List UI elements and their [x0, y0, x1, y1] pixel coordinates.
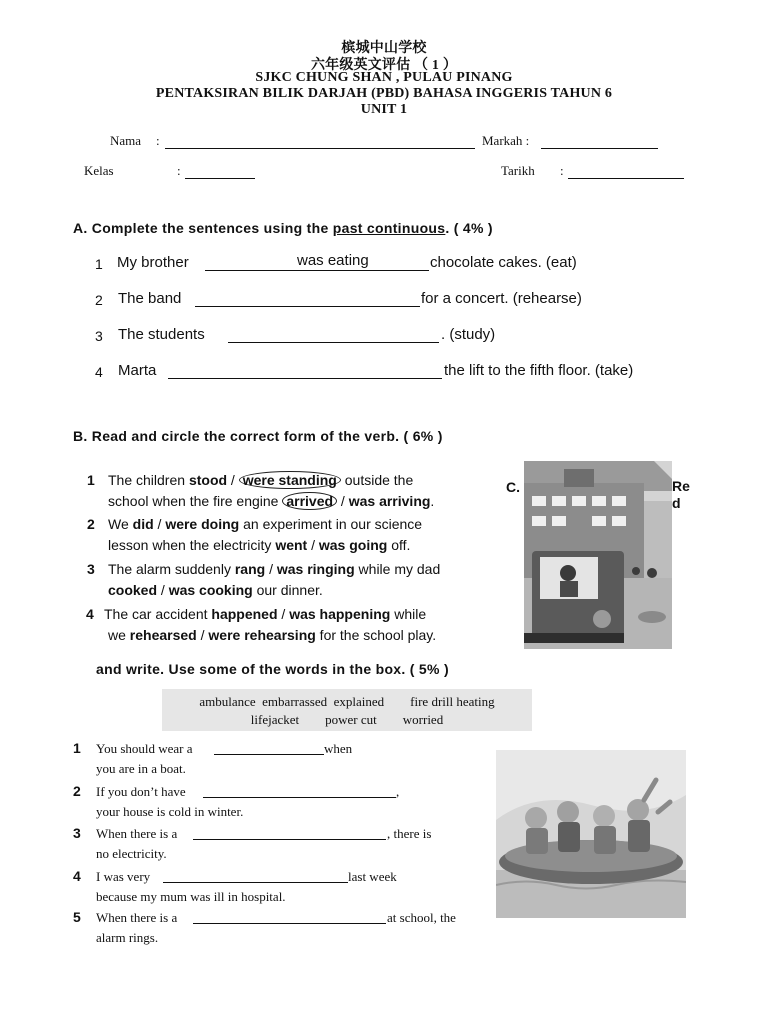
a-item-4-blank[interactable] [168, 378, 442, 379]
option-were-standing-circled[interactable]: were standing [239, 471, 341, 489]
c-item-2-blank[interactable] [203, 797, 396, 798]
a-item-4-number: 4 [95, 364, 103, 380]
c-item-2-line-1b: , [396, 784, 400, 799]
option-arrived-circled[interactable]: arrived [282, 492, 337, 510]
c-item-4-line-1a: I was very [96, 869, 151, 884]
word-box-line-1: ambulance embarrassed explained fire drill heating [199, 694, 495, 709]
b-item-1-line-2: school when the fire engine arrived / was arriving. [108, 493, 435, 509]
school-name-chinese: 槟城中山学校 [341, 41, 427, 56]
kelas-label: Kelas [84, 163, 114, 178]
option-was-cooking[interactable]: was cooking [168, 582, 253, 598]
option-rehearsed[interactable]: rehearsed [129, 627, 197, 643]
a-item-1-answer: was eating [297, 252, 369, 269]
a-item-3-blank[interactable] [228, 342, 439, 343]
c-item-2-number: 2 [73, 783, 81, 799]
c-item-1-line-1b: when [324, 741, 353, 756]
unit-title: UNIT 1 [360, 102, 408, 117]
option-were-doing[interactable]: were doing [165, 516, 240, 532]
assessment-title: PENTAKSIRAN BILIK DARJAH (PBD) BAHASA INGGERIS TAHUN 6 [155, 86, 613, 101]
a-item-1-prefix: My brother [117, 254, 189, 271]
c-item-1-blank[interactable] [214, 754, 324, 755]
option-was-arriving[interactable]: was arriving [348, 493, 431, 509]
a-item-4-suffix: the lift to the fifth floor. (take) [444, 362, 634, 379]
tarikh-colon: : [560, 163, 564, 178]
c-item-5-line-2: alarm rings. [96, 930, 159, 945]
a-item-3-prefix: The students [118, 326, 205, 343]
b-item-3-line-2: cooked / was cooking our dinner. [108, 582, 323, 598]
c-item-1-number: 1 [73, 740, 81, 756]
c-item-2-line-1a: If you don’t have [96, 784, 186, 799]
markah-field[interactable] [541, 148, 658, 149]
school-name: SJKC CHUNG SHAN , PULAU PINANG [255, 70, 513, 85]
a-item-1-blank[interactable] [205, 270, 429, 271]
c-item-5-blank[interactable] [193, 923, 386, 924]
a-item-3-suffix: . (study) [441, 326, 496, 343]
a-item-1-number: 1 [95, 256, 103, 272]
c-item-3-blank[interactable] [193, 839, 386, 840]
section-c-label: C. [506, 479, 520, 495]
section-b-title: B. Read and circle the correct form of the verb. ( 6% ) [73, 428, 443, 444]
b-item-2-line-2: lesson when the electricity went / was going off. [108, 537, 411, 553]
b-item-1-line-1: The children stood / were standing outside the [108, 472, 414, 488]
c-item-4-number: 4 [73, 868, 81, 884]
kelas-field[interactable] [185, 178, 255, 179]
c-item-1-line-2: you are in a boat. [96, 761, 186, 776]
kelas-colon: : [177, 163, 181, 178]
a-item-1-suffix: chocolate cakes. (eat) [430, 254, 577, 271]
option-went[interactable]: went [275, 537, 308, 553]
c-item-1-line-1a: You should wear a [96, 741, 193, 756]
c-item-3-line-2: no electricity. [96, 846, 167, 861]
b-item-1-number: 1 [87, 472, 95, 488]
markah-label: Markah : [482, 133, 530, 148]
b-item-4-line-1: The car accident happened / was happening while [104, 606, 427, 622]
c-item-3-line-1b: , there is [387, 826, 432, 841]
c-item-3-line-1a: When there is a [96, 826, 178, 841]
a-item-2-number: 2 [95, 292, 103, 308]
nama-colon: : [156, 133, 160, 148]
tarikh-field[interactable] [568, 178, 684, 179]
section-c-title: and write. Use some of the words in the box. ( 5% ) [96, 661, 449, 677]
option-cooked[interactable]: cooked [108, 582, 158, 598]
c-item-5-line-1b: at school, the [387, 910, 456, 925]
b-item-3-number: 3 [87, 561, 95, 577]
b-item-2-line-1: We did / were doing an experiment in our science [108, 516, 423, 532]
option-was-happening[interactable]: was happening [289, 606, 391, 622]
section-a-title: A. Complete the sentences using the past continuous. ( 4% ) [73, 220, 493, 236]
tarikh-label: Tarikh [501, 163, 535, 178]
b-item-3-line-1: The alarm suddenly rang / was ringing while my dad [108, 561, 441, 577]
a-item-2-suffix: for a concert. (rehearse) [421, 290, 582, 307]
c-item-2-line-2: your house is cold in winter. [96, 804, 244, 819]
a-item-4-prefix: Marta [118, 362, 157, 379]
word-box-line-2: lifejacket power cut worried [250, 712, 444, 727]
c-item-4-blank[interactable] [163, 882, 348, 883]
c-item-5-line-1a: When there is a [96, 910, 178, 925]
fire-engine-illustration [524, 461, 672, 649]
a-item-2-blank[interactable] [195, 306, 420, 307]
c-item-4-line-1b: last week [348, 869, 397, 884]
b-item-4-number: 4 [86, 606, 94, 622]
lifeboat-illustration [496, 750, 686, 918]
option-was-ringing[interactable]: was ringing [276, 561, 355, 577]
b-item-4-line-2: we rehearsed / were rehearsing for the school play. [108, 627, 437, 643]
word-box [162, 689, 532, 731]
option-did[interactable]: did [132, 516, 154, 532]
option-were-rehearsing[interactable]: were rehearsing [208, 627, 316, 643]
c-item-3-number: 3 [73, 825, 81, 841]
option-was-going[interactable]: was going [318, 537, 388, 553]
nama-field[interactable] [165, 148, 475, 149]
assessment-title-chinese: 六年级英文评估 （ 1 ） [310, 58, 458, 73]
a-item-2-prefix: The band [118, 290, 182, 307]
c-item-4-line-2: because my mum was ill in hospital. [96, 889, 286, 904]
option-happened[interactable]: happened [211, 606, 278, 622]
b-item-2-number: 2 [87, 516, 95, 532]
option-stood[interactable]: stood [188, 472, 228, 488]
nama-label: Nama [110, 133, 142, 148]
section-c-side-text: Re d [672, 478, 690, 511]
c-item-5-number: 5 [73, 909, 81, 925]
a-item-3-number: 3 [95, 328, 103, 344]
option-rang[interactable]: rang [234, 561, 266, 577]
